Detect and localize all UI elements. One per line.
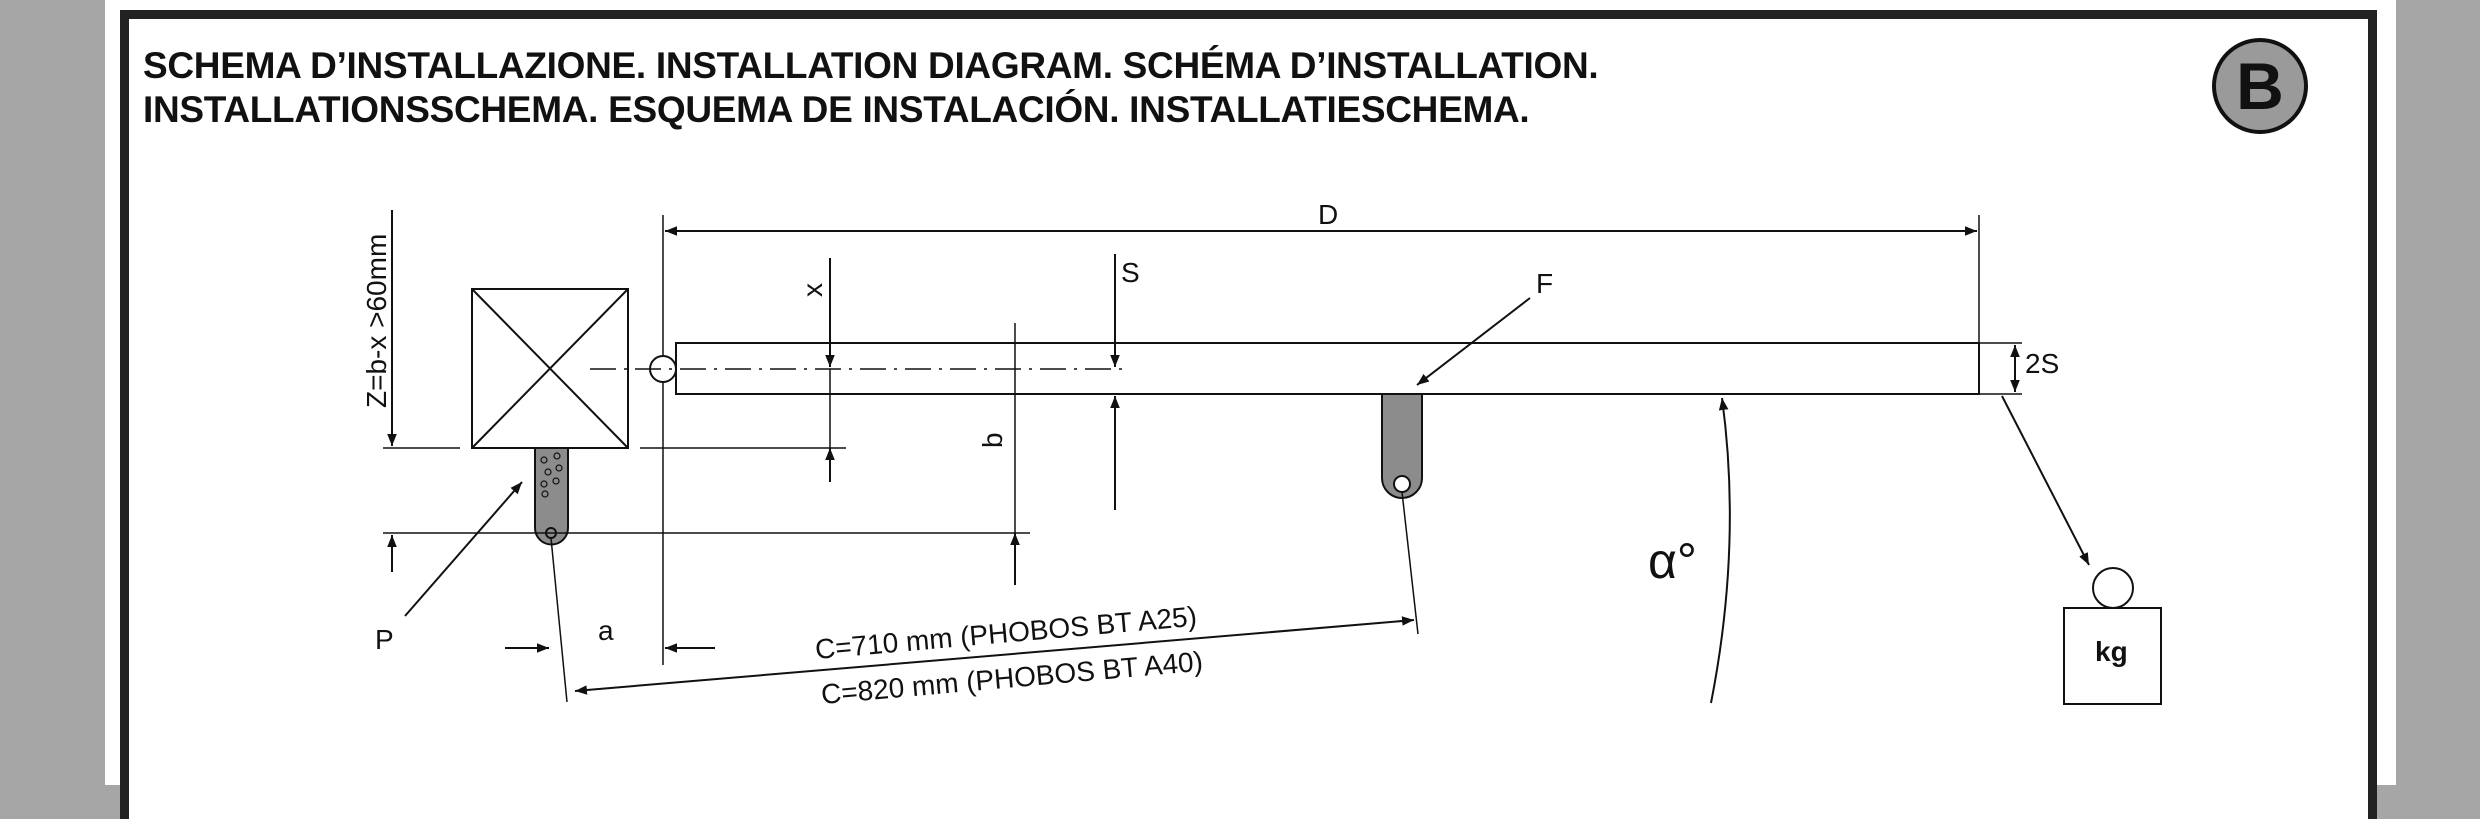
label-d: D: [1318, 199, 1339, 230]
dimension-2s: [1979, 343, 2022, 394]
leader-p: [405, 482, 522, 616]
label-c1: C=710 mm (PHOBOS BT A25): [813, 600, 1199, 665]
title-line-1: SCHEMA D’INSTALLAZIONE. INSTALLATION DIAGRAM. SCHÉMA D’INSTALLATION.: [143, 45, 1599, 86]
dimension-c: [575, 492, 1418, 691]
label-kg: kg: [2095, 636, 2128, 667]
bracket-p: [535, 448, 568, 545]
label-b: b: [977, 432, 1008, 448]
label-c2: C=820 mm (PHOBOS BT A40): [819, 645, 1205, 710]
label-x: x: [797, 283, 828, 297]
load-arrow: [2002, 396, 2089, 565]
label-2s: 2S: [2025, 348, 2060, 379]
label-alpha: α°: [1648, 533, 1697, 589]
label-f: F: [1536, 268, 1554, 299]
badge-letter: B: [2236, 49, 2284, 123]
label-a: a: [598, 615, 614, 646]
load-ring: [2093, 568, 2133, 608]
label-s: S: [1121, 257, 1140, 288]
leader-f: [1417, 298, 1530, 385]
dimension-d: [663, 215, 1979, 355]
label-p: P: [375, 624, 394, 655]
angle-arc: [1711, 398, 1730, 703]
title-line-2: INSTALLATIONSSCHEMA. ESQUEMA DE INSTALACIÓN. INSTALLATIESCHEMA.: [143, 89, 1530, 130]
bracket-f-pivot: [1394, 476, 1410, 492]
label-z: Z=b-x >60mm: [361, 233, 392, 408]
